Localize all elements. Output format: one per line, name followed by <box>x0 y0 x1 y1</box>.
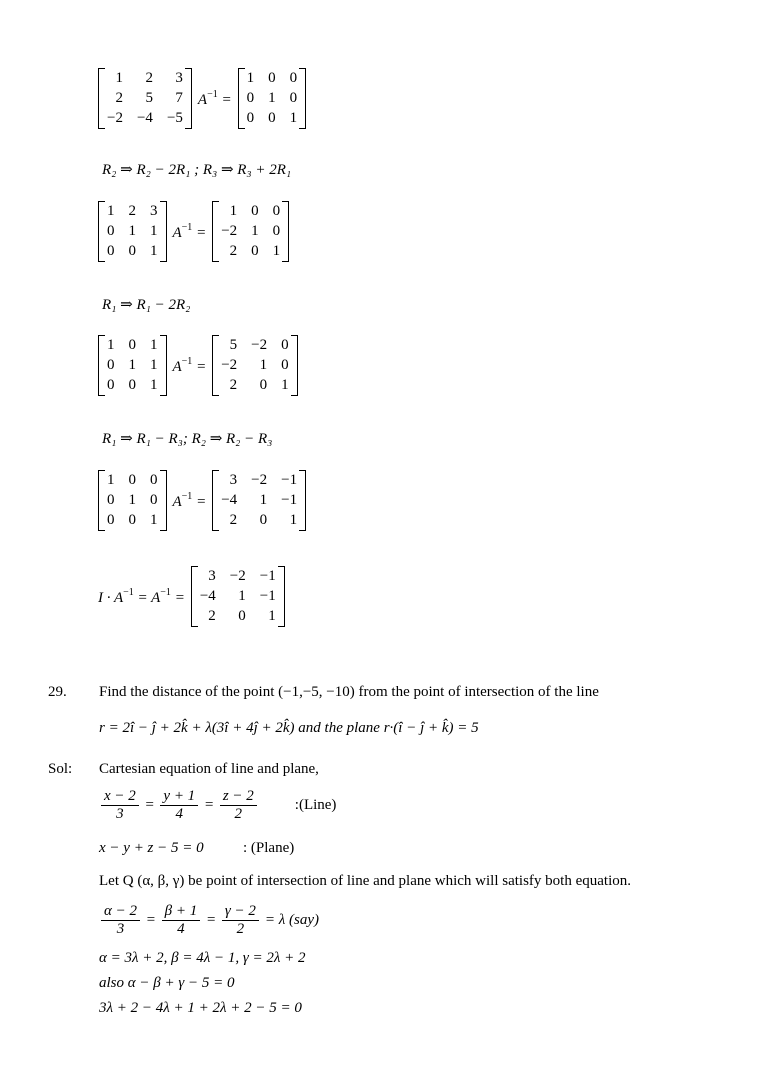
cell: 1 <box>289 110 298 126</box>
also-equation: also α − β + γ − 5 = 0 <box>99 975 235 991</box>
cell: 1 <box>259 357 268 373</box>
cell: 0 <box>281 337 289 353</box>
plane-tag: : (Plane) <box>243 840 295 856</box>
cell: 1 <box>268 90 276 106</box>
matrix-left-3 <box>98 337 167 394</box>
cell: 0 <box>272 203 281 219</box>
cell: 1 <box>107 337 115 353</box>
cell: −4 <box>221 492 238 508</box>
cell: 1 <box>289 512 298 528</box>
cell: 0 <box>289 70 298 86</box>
cell: −2 <box>221 357 238 373</box>
cell: 0 <box>107 357 115 373</box>
cell: 0 <box>150 472 158 488</box>
inverse-result <box>98 568 285 625</box>
cell: 0 <box>128 472 136 488</box>
cell: 1 <box>115 70 123 86</box>
frac-z: $\frac{z - 2}{2}$ <box>220 788 257 823</box>
cell: 0 <box>128 337 136 353</box>
question-number: 29. <box>48 684 67 700</box>
cell: 0 <box>238 608 246 624</box>
cell: 1 <box>251 223 259 239</box>
cell: 1 <box>128 492 136 508</box>
cell: 2 <box>145 70 153 86</box>
result-label: $I \cdot A^{-1} = A^{-1}$ = <box>98 586 185 606</box>
cell: 1 <box>259 492 268 508</box>
matrix-left-4 <box>98 472 167 529</box>
line-tag: :(Line) <box>294 797 337 813</box>
row-operation-3: R₁ ⇒ R₁ − R₃; R₂ ⇒ R₂ − R₃ <box>102 431 273 447</box>
cell: 0 <box>150 492 158 508</box>
matrix-equation-3 <box>98 337 298 394</box>
cell: −4 <box>136 110 153 126</box>
inverse-label: $A^{-1}$ = <box>197 88 232 108</box>
cell: −1 <box>259 588 276 604</box>
matrix-left-2 <box>98 203 167 260</box>
cell: 0 <box>107 243 115 259</box>
parametric-equation: $\frac{\alpha - 2}{3}$ = $\frac{\beta + 1}{4}$ = $\frac{\gamma - 2}{2}$ = λ (say) <box>99 903 319 938</box>
cell: 0 <box>128 512 136 528</box>
cell: 0 <box>268 110 276 126</box>
cell: 0 <box>107 512 115 528</box>
cell: 2 <box>208 608 216 624</box>
cell: 0 <box>107 377 115 393</box>
matrix-equation-2 <box>98 203 289 260</box>
cell: 1 <box>150 223 158 239</box>
question-text: Find the distance of the point (−1,−5, −10) from the point of intersection of the line <box>99 684 599 700</box>
question-line2: r = 2î − ĵ + 2k̂ + λ(3î + 4ĵ + 2k̂) and the plane r·(î − ĵ + k̂) = 5 <box>99 720 479 736</box>
matrix-right-4 <box>212 472 306 529</box>
cell: −2 <box>221 223 238 239</box>
cell: 1 <box>150 377 158 393</box>
matrix-right-1 <box>238 70 307 127</box>
cell: 3 <box>150 203 158 219</box>
cell: 1 <box>246 70 255 86</box>
frac-beta: $\frac{\beta + 1}{4}$ <box>162 903 201 938</box>
cell: 2 <box>229 512 238 528</box>
cell: 1 <box>229 203 238 219</box>
line-equation: $\frac{x - 2}{3}$ = $\frac{y + 1}{4}$ = $\frac{z - 2}{2}$ :(Line) <box>99 788 336 823</box>
cell: −2 <box>229 568 246 584</box>
let-statement: Let Q (α, β, γ) be point of intersection of line and plane which will satisfy both equation. <box>99 873 631 889</box>
cell: 1 <box>150 243 158 259</box>
cell: 2 <box>115 90 123 106</box>
cell: 0 <box>289 90 298 106</box>
cell: 1 <box>128 223 136 239</box>
cell: −2 <box>251 472 268 488</box>
parameter-values: α = 3λ + 2, β = 4λ − 1, γ = 2λ + 2 <box>99 950 306 966</box>
cell: 1 <box>107 472 115 488</box>
matrix-equation-4 <box>98 472 306 529</box>
cell: 1 <box>272 243 281 259</box>
inverse-label: $A^{-1}$ = <box>172 490 207 510</box>
cell: 0 <box>251 203 259 219</box>
cell: 0 <box>246 110 255 126</box>
matrix-result <box>191 568 285 625</box>
cell: −2 <box>107 110 123 126</box>
cell: −1 <box>281 492 298 508</box>
cell: 0 <box>259 512 268 528</box>
frac-gamma: $\frac{\gamma - 2}{2}$ <box>222 903 259 938</box>
cell: 5 <box>145 90 153 106</box>
cell: 0 <box>107 492 115 508</box>
cell: 2 <box>229 243 238 259</box>
cell: 1 <box>128 357 136 373</box>
cell: 2 <box>229 377 238 393</box>
cell: 0 <box>128 377 136 393</box>
frac-y: $\frac{y + 1}{4}$ <box>160 788 198 823</box>
row-operation-2: R₁ ⇒ R₁ − 2R₂ <box>102 297 191 313</box>
frac-x: $\frac{x - 2}{3}$ <box>101 788 139 823</box>
cell: 1 <box>238 588 246 604</box>
matrix-right-2 <box>212 203 289 260</box>
cell: 1 <box>107 203 115 219</box>
cell: 1 <box>281 377 289 393</box>
matrix-left-1 <box>98 70 192 127</box>
solution-intro: Cartesian equation of line and plane, <box>99 761 319 777</box>
matrix-right-3 <box>212 337 297 394</box>
cell: 7 <box>175 90 183 106</box>
cell: −1 <box>281 472 298 488</box>
cell: −5 <box>166 110 183 126</box>
cell: 0 <box>259 377 268 393</box>
say-text: = λ (say) <box>264 912 319 928</box>
cell: −2 <box>251 337 268 353</box>
cell: −1 <box>259 568 276 584</box>
cell: 3 <box>229 472 238 488</box>
cell: 1 <box>150 512 158 528</box>
final-equation: 3λ + 2 − 4λ + 1 + 2λ + 2 − 5 = 0 <box>99 1000 302 1016</box>
matrix-equation-1 <box>98 70 306 127</box>
cell: 0 <box>272 223 281 239</box>
cell: 5 <box>229 337 238 353</box>
frac-alpha: $\frac{\alpha - 2}{3}$ <box>101 903 140 938</box>
cell: 0 <box>107 223 115 239</box>
cell: 0 <box>246 90 255 106</box>
cell: 0 <box>281 357 289 373</box>
cell: 3 <box>208 568 216 584</box>
cell: 0 <box>128 243 136 259</box>
cell: 3 <box>175 70 183 86</box>
cell: 0 <box>268 70 276 86</box>
cell: 1 <box>150 357 158 373</box>
cell: 1 <box>268 608 276 624</box>
cell: −4 <box>199 588 216 604</box>
plane-equation: x − y + z − 5 = 0 <box>99 840 204 856</box>
solution-label: Sol: <box>48 761 73 777</box>
row-operation-1: R₂ ⇒ R₂ − 2R₁ ; R₃ ⇒ R₃ + 2R₁ <box>102 162 292 178</box>
cell: 0 <box>251 243 259 259</box>
cell: 2 <box>128 203 136 219</box>
inverse-label: $A^{-1}$ = <box>172 221 207 241</box>
cell: 1 <box>150 337 158 353</box>
inverse-label: $A^{-1}$ = <box>172 355 207 375</box>
